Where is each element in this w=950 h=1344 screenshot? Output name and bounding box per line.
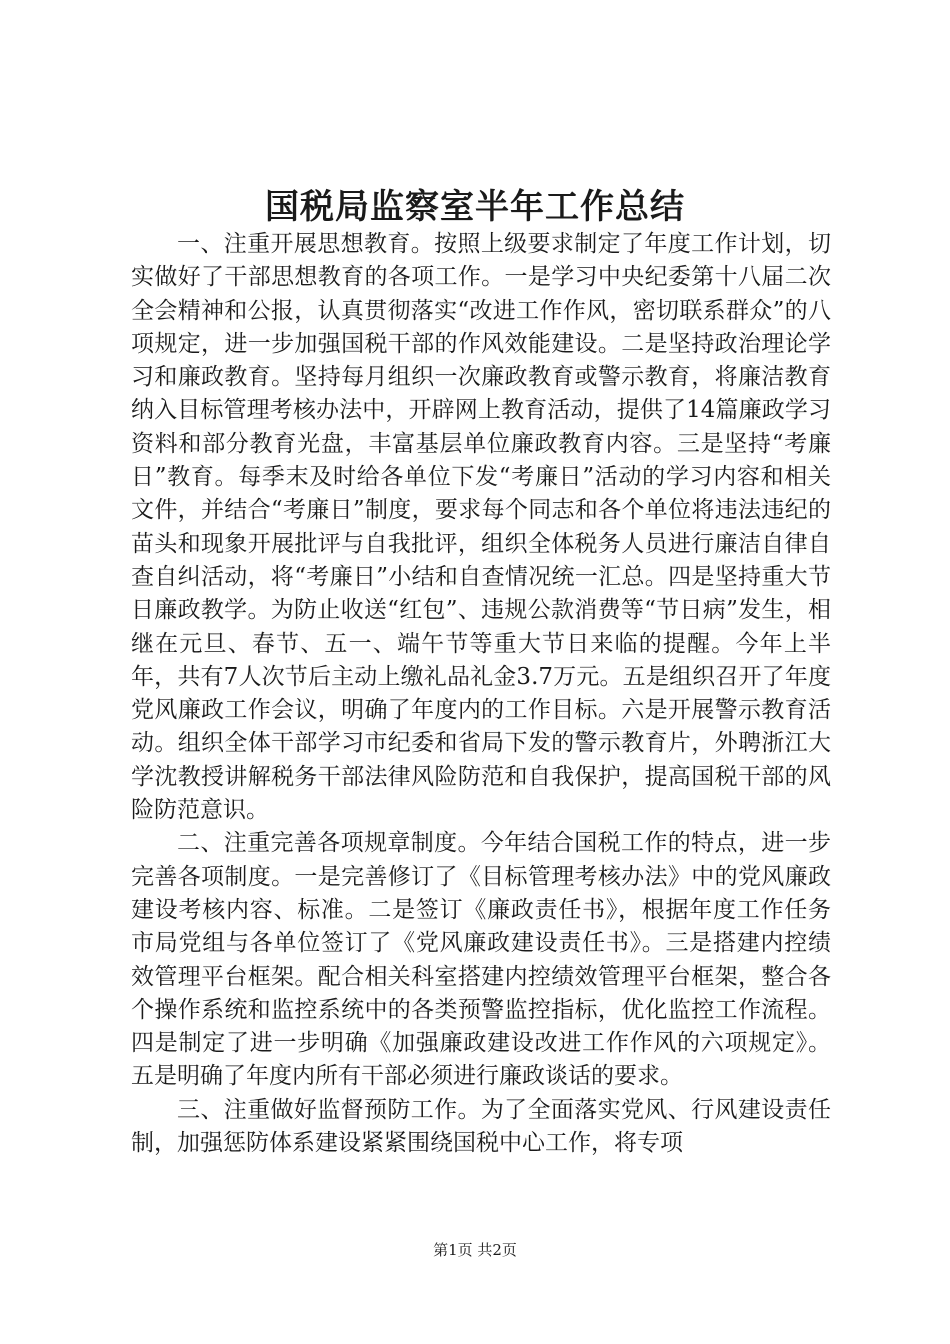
document-body (131, 228, 831, 1160)
document-title: 国税局监察室半年工作总结 (265, 187, 685, 227)
paragraph-3: 三、注重做好监督预防工作。为了全面落实党风、行风建设责任制，加强惩防体系建设紧紧围绕国税中心工作，将专项 (131, 1096, 831, 1157)
page-footer: 第1页 共2页 (433, 1241, 517, 1259)
paragraph-1: 一、注重开展思想教育。按照上级要求制定了年度工作计划，切实做好了干部思想教育的各项工作。一是学习中央纪委第十八届二次全会精神和公报，认真贯彻落实“改进工作作风，密切联系群众”的八项规定，进一步加强国税干部的作风效能建设。二是坚持政治理论学习和廉政教育。坚持每月组织一次廉政教育或警示教育，将廉洁教育纳入目标管理考核办法中，开辟网上教育活动，提供了14篇廉政学习资料和部分教育光盘，丰富基层单位廉政教育内容。三是坚持“考廉日”教育。每季末及时给各单位下发“考廉日”活动的学习内容和相关文件，并结合“考廉日”制度，要求每个同志和各个单位将违法违纪的苗头和现象开展批评与自我批评，组织全体税务人员进行廉洁自律自查自纠活动，将“考廉日”小结和自查情况统一汇总。四是坚持重大节日廉政教学。为防止收送“红包”、违规公款消费等“节日病”发生，相继在元旦、春节、五一、端午节等重大节日来临的提醒。今年上半年，共有7人次节后主动上缴礼品礼金3.7万元。五是组织召开了年度党风廉政工作会议，明确了年度内的工作目标。六是开展警示教育活动。组织全体干部学习市纪委和省局下发的警示教育片，外聘浙江大学沈教授讲解税务干部法律风险防范和自我保护，提高国税干部的风险防范意识。 (131, 231, 831, 824)
paragraph-2: 二、注重完善各项规章制度。今年结合国税工作的特点，进一步完善各项制度。一是完善修订了《目标管理考核办法》中的党风廉政建设考核内容、标准。二是签订《廉政责任书》，根据年度工作任务市局党组与各单位签订了《党风廉政建设责任书》。三是搭建内控绩效管理平台框架。配合相关科室搭建内控绩效管理平台框架，整合各个操作系统和监控系统中的各类预警监控指标，优化监控工作流程。四是制定了进一步明确《加强廉政建设改进工作作风的六项规定》。五是明确了年度内所有干部必须进行廉政谈话的要求。 (131, 830, 831, 1090)
